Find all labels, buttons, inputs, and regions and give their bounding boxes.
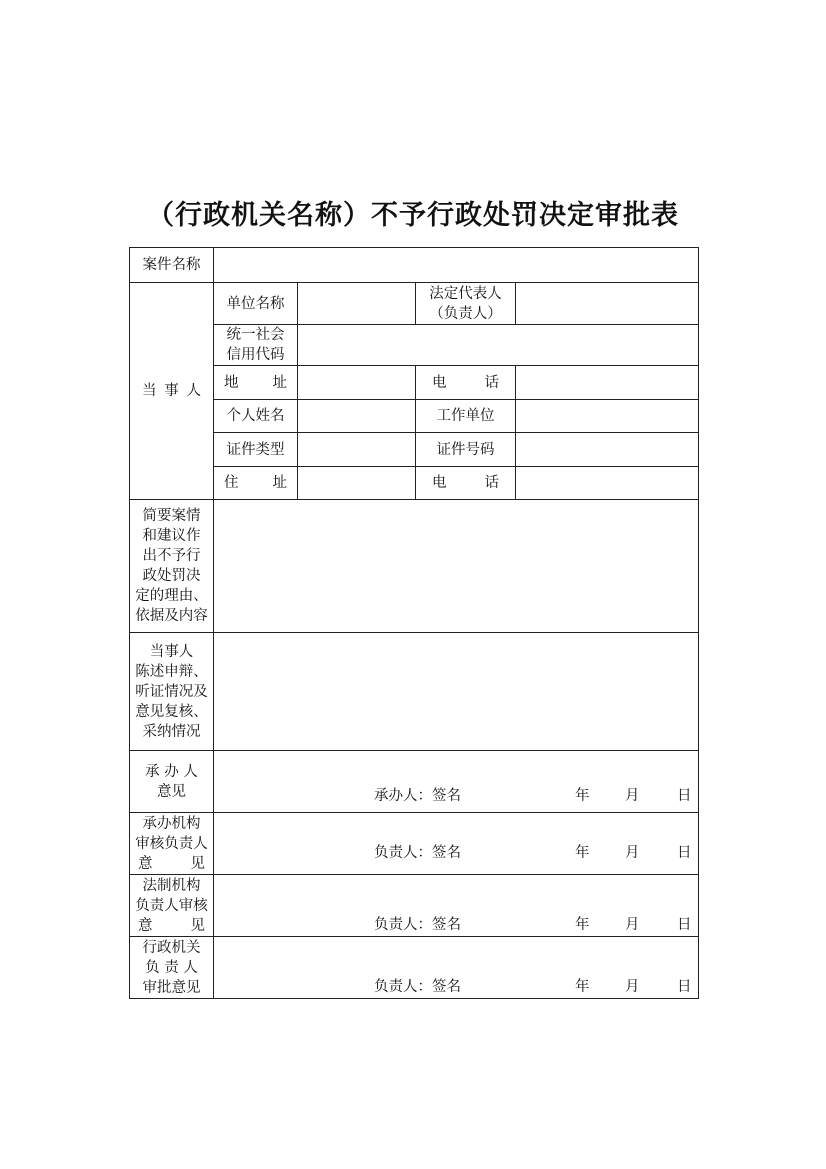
id-row	[130, 433, 699, 467]
case-summary-label-line: 定的理由、	[135, 588, 208, 604]
legal-opinion-label-line2: 负责人审核	[135, 897, 208, 914]
party-statement-label-line: 采纳情况	[142, 723, 201, 740]
review-signature-label: 负责人：签名	[374, 845, 461, 861]
agency-opinion-label	[130, 937, 214, 999]
handler-day-label: 日	[677, 788, 692, 804]
phone2-label	[416, 467, 516, 500]
address-row	[130, 366, 699, 400]
review-month-label: 月	[625, 845, 640, 861]
person-row	[130, 400, 699, 433]
handler-opinion-label	[130, 751, 214, 813]
residence-label-char: 址	[272, 475, 287, 491]
legal-rep-label	[416, 283, 516, 325]
case-summary-row	[130, 500, 699, 633]
agency-day-label: 日	[677, 979, 692, 995]
credit-code-label-line1: 统一社会	[226, 327, 285, 343]
agency-opinion-field[interactable]	[214, 937, 699, 999]
party-statement-label-line: 听证情况及	[135, 683, 208, 700]
handler-opinion-row	[130, 751, 699, 813]
review-opinion-label	[130, 813, 214, 875]
party-label-char: 当	[142, 383, 157, 399]
agency-signature-label: 负责人：签名	[374, 979, 461, 995]
case-name-field[interactable]	[214, 248, 699, 283]
legal-day-label: 日	[677, 917, 692, 933]
case-summary-field[interactable]	[214, 500, 699, 633]
handler-opinion-label-line1: 承 办 人	[145, 763, 198, 780]
case-summary-label-line: 出不予行	[142, 548, 201, 564]
legal-opinion-field[interactable]	[214, 875, 699, 937]
phone-label-char: 话	[484, 374, 499, 391]
residence-label-char: 住	[224, 475, 239, 491]
case-summary-label-line: 依据及内容	[135, 608, 208, 624]
person-name-label: 个人姓名	[214, 400, 298, 433]
legal-opinion-label-char: 意	[138, 917, 153, 934]
credit-code-label	[214, 325, 298, 366]
page-title: （行政机关名称）不予行政处罚决定审批表	[147, 200, 679, 231]
case-name-label: 案件名称	[130, 248, 214, 283]
review-opinion-field[interactable]	[214, 813, 699, 875]
review-opinion-label-line1: 承办机构	[142, 815, 201, 832]
party-statement-label-line: 陈述申辩、	[135, 663, 208, 680]
unit-name-label: 单位名称	[214, 283, 298, 325]
phone-label	[416, 366, 516, 400]
credit-code-field[interactable]	[298, 325, 699, 366]
legal-signature-label: 负责人：签名	[374, 917, 461, 933]
review-day-label: 日	[677, 845, 692, 861]
work-unit-field[interactable]	[516, 400, 699, 433]
legal-opinion-label	[130, 875, 214, 937]
residence-label	[214, 467, 298, 500]
party-statement-row	[130, 633, 699, 751]
case-summary-label-line: 政处罚决	[142, 568, 201, 584]
party-label-char: 事	[164, 383, 179, 399]
person-name-field[interactable]	[298, 400, 416, 433]
party-statement-label-line: 意见复核、	[135, 703, 208, 720]
agency-opinion-label-line1: 行政机关	[142, 939, 201, 956]
phone-label-char: 电	[432, 374, 447, 391]
agency-opinion-label-line2: 负 责 人	[145, 959, 198, 976]
party-statement-label	[130, 633, 214, 751]
phone2-label-char: 电	[432, 475, 447, 491]
party-statement-field[interactable]	[214, 633, 699, 751]
id-type-field[interactable]	[298, 433, 416, 467]
legal-opinion-label-char: 见	[190, 917, 205, 934]
phone2-field[interactable]	[516, 467, 699, 500]
review-opinion-label-line2: 审核负责人	[135, 835, 208, 852]
credit-code-label-line2: 信用代码	[226, 347, 285, 363]
agency-year-label: 年	[575, 979, 590, 995]
agency-opinion-row	[130, 937, 699, 999]
unit-row	[130, 283, 699, 325]
agency-month-label: 月	[625, 979, 640, 995]
legal-rep-label-line1: 法定代表人	[429, 285, 502, 302]
review-opinion-label-char: 意	[138, 855, 153, 872]
address-label-char: 址	[272, 374, 287, 391]
phone-field[interactable]	[516, 366, 699, 400]
approval-form-table	[129, 247, 699, 999]
id-number-field[interactable]	[516, 433, 699, 467]
work-unit-label: 工作单位	[416, 400, 516, 433]
legal-rep-label-line2: （负责人）	[429, 305, 502, 322]
review-opinion-row	[130, 813, 699, 875]
id-type-label: 证件类型	[214, 433, 298, 467]
party-label-cell	[130, 283, 214, 500]
case-name-row	[130, 248, 699, 283]
phone2-label-char: 话	[484, 475, 499, 491]
review-year-label: 年	[575, 845, 590, 861]
credit-code-row	[130, 325, 699, 366]
legal-opinion-label-line1: 法制机构	[142, 877, 201, 894]
handler-opinion-field[interactable]	[214, 751, 699, 813]
handler-year-label: 年	[575, 788, 590, 804]
address-field[interactable]	[298, 366, 416, 400]
residence-row	[130, 467, 699, 500]
handler-signature-label: 承办人：签名	[374, 788, 461, 804]
unit-name-field[interactable]	[298, 283, 416, 325]
legal-opinion-row	[130, 875, 699, 937]
case-summary-label-line: 简要案情	[142, 508, 201, 524]
review-opinion-label-char: 见	[190, 855, 205, 872]
case-summary-label-line: 和建议作	[142, 528, 201, 544]
party-label-char: 人	[186, 383, 201, 399]
legal-rep-field[interactable]	[516, 283, 699, 325]
residence-field[interactable]	[298, 467, 416, 500]
address-label	[214, 366, 298, 400]
legal-month-label: 月	[625, 917, 640, 933]
case-summary-label	[130, 500, 214, 633]
party-statement-label-line: 当事人	[149, 643, 194, 660]
agency-opinion-label-line3: 审批意见	[142, 979, 201, 996]
handler-month-label: 月	[625, 788, 640, 804]
handler-opinion-label-line2: 意见	[157, 783, 186, 800]
legal-year-label: 年	[575, 917, 590, 933]
id-number-label: 证件号码	[416, 433, 516, 467]
address-label-char: 地	[224, 374, 239, 391]
